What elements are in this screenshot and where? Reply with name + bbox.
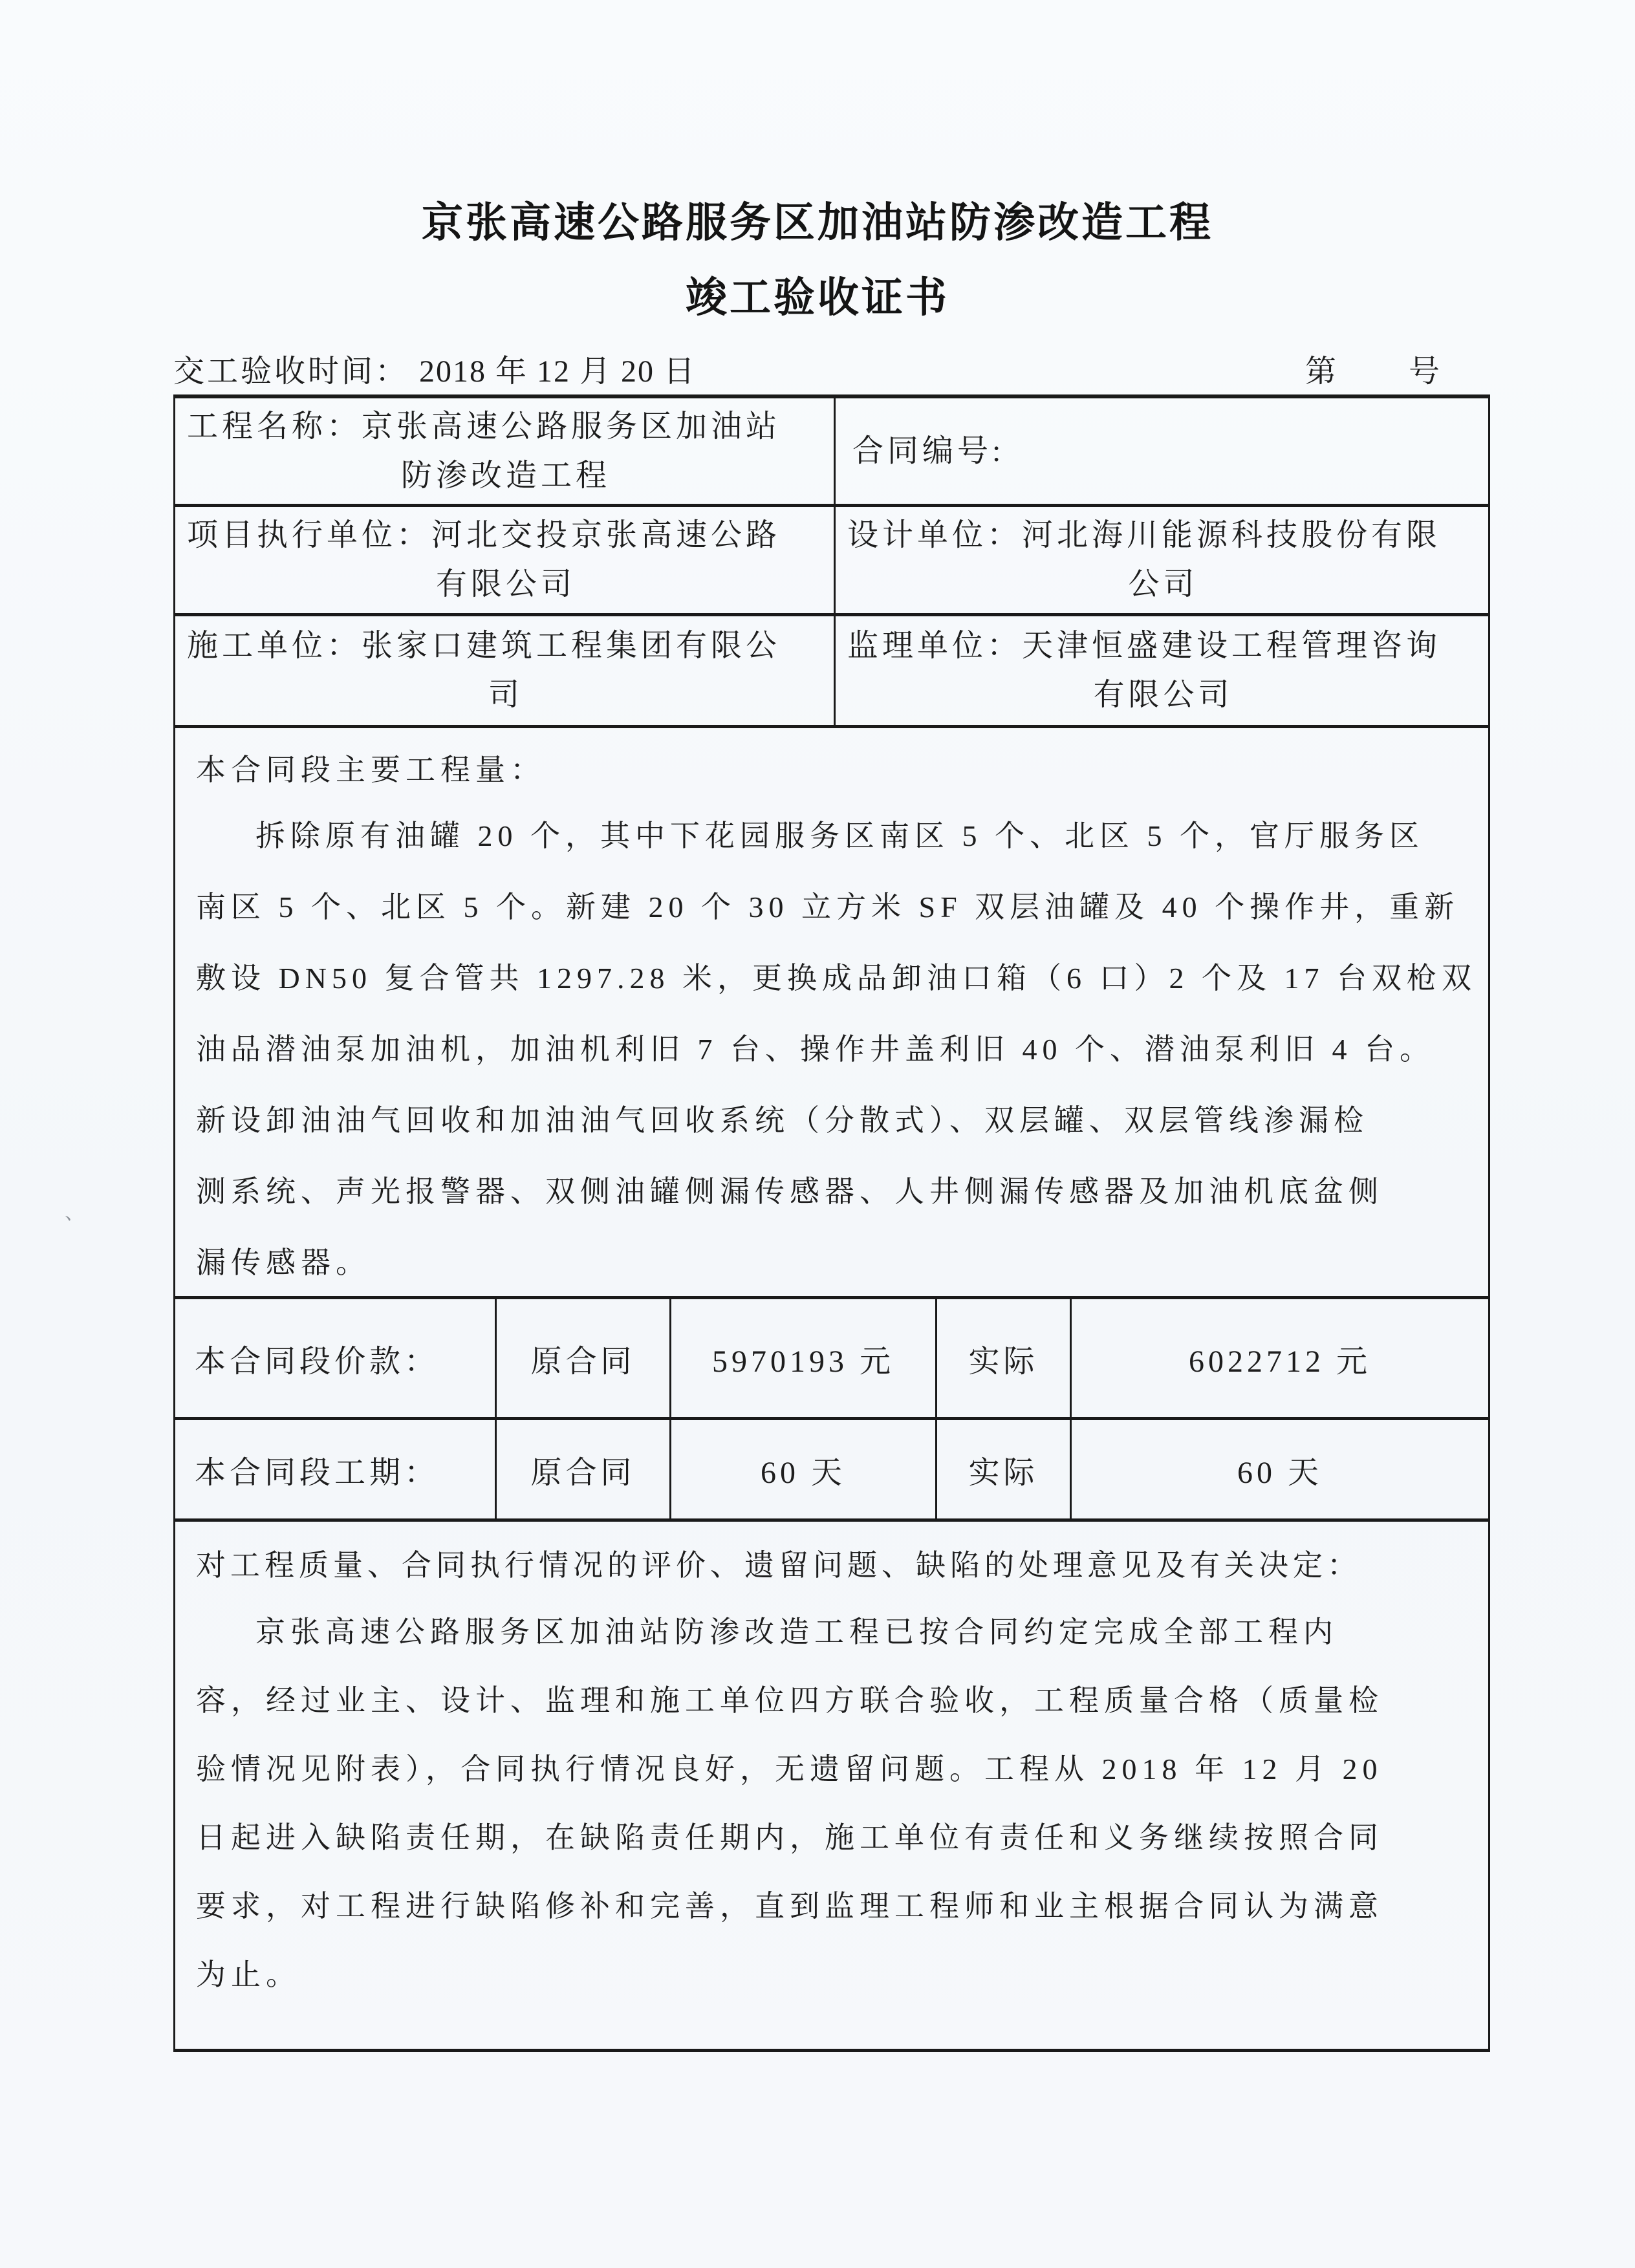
designer-line1: 设计单位：河北海川能源科技股份有限 <box>847 518 1442 552</box>
table-row-executor-designer <box>175 507 1488 616</box>
evaluation-line: 京张高速公路服务区加油站防渗改造工程已按合同约定完成全部工程内 <box>255 1615 1338 1648</box>
cell-executor <box>175 507 836 613</box>
duration-actual-label: 实际 <box>937 1420 1072 1518</box>
executor-line2: 有限公司 <box>435 567 576 601</box>
price-original-value: 5970193 元 <box>671 1299 937 1417</box>
doc-title-line2: 竣工验收证书 <box>686 274 949 321</box>
quantities-line: 敷设 DN50 复合管共 1297.28 米，更换成品卸油口箱（6 口）2 个及 17 台双枪双 <box>196 962 1477 995</box>
quantities-heading: 本合同段主要工程量： <box>196 753 545 786</box>
quantities-line: 拆除原有油罐 20 个，其中下花园服务区南区 5 个、北区 5 个，官厅服务区 <box>255 819 1424 852</box>
duration-original-value: 60 天 <box>671 1420 937 1518</box>
executor-line1: 项目执行单位：河北交投京张高速公路 <box>187 518 781 552</box>
quantities-line: 油品潜油泵加油机，加油机利旧 7 台、操作井盖利旧 40 个、潜油泵利旧 4 台。 <box>196 1033 1435 1066</box>
duration-original-label: 原合同 <box>497 1420 671 1518</box>
doc-number-suffix: 号 <box>1408 354 1440 389</box>
designer-line2: 公司 <box>1128 567 1198 601</box>
contractor-line2: 司 <box>488 678 523 712</box>
header-row <box>173 352 1490 391</box>
quantities-line: 测系统、声光报警器、双侧油罐侧漏传感器、人井侧漏传感器及加油机底盆侧 <box>196 1175 1383 1208</box>
scan-artifact-mark: 、 <box>65 1202 84 1224</box>
price-label: 本合同段价款： <box>175 1299 497 1417</box>
project-name-line1: 工程名称：京张高速公路服务区加油站 <box>187 409 781 444</box>
evaluation-line: 日起进入缺陷责任期，在缺陷责任期内，施工单位有责任和义务继续按照合同 <box>196 1821 1383 1854</box>
evaluation-line: 验情况见附表），合同执行情况良好，无遗留问题。工程从 2018 年 12 月 20 <box>196 1753 1383 1786</box>
cell-supervisor <box>836 616 1488 725</box>
supervisor-line2: 有限公司 <box>1093 678 1233 712</box>
quantities-line: 漏传感器。 <box>196 1246 371 1279</box>
quantities-line: 新设卸油油气回收和加油油气回收系统（分散式）、双层罐、双层管线渗漏检 <box>196 1104 1369 1137</box>
acceptance-table <box>173 394 1490 2052</box>
cell-contract-no <box>836 398 1488 504</box>
handover-time-value: 2018 年 12 月 20 日 <box>419 354 697 389</box>
cell-designer <box>836 507 1488 613</box>
contract-no-label: 合同编号: <box>852 433 1005 468</box>
project-name-line2: 防渗改造工程 <box>400 458 611 493</box>
evaluation-line: 为止。 <box>196 1958 301 1991</box>
price-original-label: 原合同 <box>497 1299 671 1417</box>
cell-project-name <box>175 398 836 504</box>
handover-time-label: 交工验收时间： <box>173 354 409 389</box>
evaluation-line: 要求，对工程进行缺陷修补和完善，直到监理工程师和业主根据合同认为满意 <box>196 1890 1383 1923</box>
quantities-line: 南区 5 个、北区 5 个。新建 20 个 30 立方米 SF 双层油罐及 40 个操作井，重新 <box>196 891 1460 923</box>
contractor-line1: 施工单位：张家口建筑工程集团有限公 <box>187 629 781 663</box>
evaluation-heading: 对工程质量、合同执行情况的评价、遗留问题、缺陷的处理意见及有关决定： <box>196 1549 1361 1582</box>
table-row-duration <box>175 1420 1488 1522</box>
table-row-evaluation <box>175 1522 1488 2049</box>
duration-actual-value: 60 天 <box>1237 1455 1323 1490</box>
doc-title-line1: 京张高速公路服务区加油站防渗改造工程 <box>422 199 1213 246</box>
price-actual-label: 实际 <box>937 1299 1072 1417</box>
price-actual-value: 6022712 元 <box>1188 1344 1371 1379</box>
doc-number <box>1305 346 1440 391</box>
doc-number-prefix: 第 <box>1305 354 1336 389</box>
table-row-price <box>175 1299 1488 1420</box>
duration-label: 本合同段工期： <box>175 1420 497 1518</box>
cell-contractor <box>175 616 836 725</box>
evaluation-line: 容，经过业主、设计、监理和施工单位四方联合验收，工程质量合格（质量检 <box>196 1684 1383 1717</box>
supervisor-line1: 监理单位：天津恒盛建设工程管理咨询 <box>847 629 1442 663</box>
table-row-contractor-supervisor <box>175 616 1488 728</box>
table-row-project <box>175 398 1488 507</box>
table-row-quantities <box>175 728 1488 1299</box>
